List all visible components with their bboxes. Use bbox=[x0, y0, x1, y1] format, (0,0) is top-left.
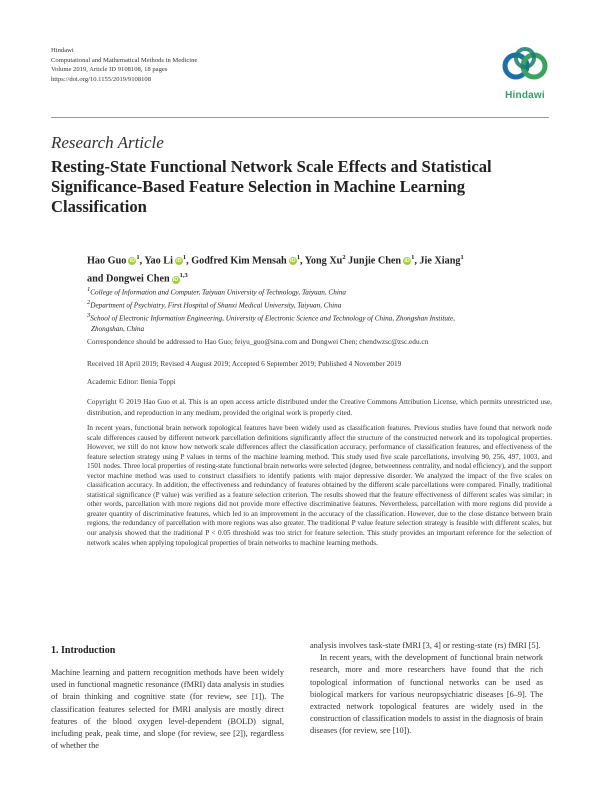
author-affil-ref: 1 bbox=[182, 254, 187, 261]
article-type: Research Article bbox=[51, 133, 164, 152]
orcid-icon[interactable]: iD bbox=[404, 258, 410, 265]
author-name[interactable]: Hao Guo bbox=[87, 255, 127, 267]
affiliation-item bbox=[87, 324, 552, 335]
affiliation-item bbox=[87, 311, 552, 324]
journal-name: Computational and Mathematical Methods in Medicine bbox=[51, 56, 198, 64]
affiliation-text: Department of Psychiatry, First Hospital of Shanxi Medical University, Taiyuan, China bbox=[90, 301, 342, 310]
author-name[interactable]: Yong Xu bbox=[304, 255, 343, 267]
hindawi-logo-icon bbox=[494, 46, 556, 90]
publication-dates: Received 18 April 2019; Revised 4 August 2019; Accepted 6 September 2019; Published 4 November 2019 bbox=[87, 359, 402, 368]
copyright-notice: Copyright © 2019 Hao Guo et al. This is an open access article distributed under the Creative Commons Attribution License, which permits unrestricted use, distribution, and reproduction in any medium, provided the original work is properly cited. bbox=[87, 397, 552, 417]
author-name[interactable]: Junjie Chen bbox=[348, 255, 402, 267]
author-affil-ref: 1 bbox=[460, 254, 464, 261]
affiliations bbox=[87, 285, 552, 334]
affiliation-text: School of Electronic Information Engineering, University of Electronic Science and Technology of China, Zhongshan Institute, bbox=[90, 314, 455, 323]
intro-paragraph: In recent years, with the development of functional brain network research, more and more researchers have found that the rich topological information of functional networks can be used as biological markers for various neuropsychiatric diseases [6–9]. The extracted network topological features are widely used in the construction of classification models to assist in the diagnosis of brain diseases (for review, see [10]). bbox=[310, 653, 543, 736]
affiliation-item bbox=[87, 285, 552, 298]
abstract-text: In recent years, functional brain network topological features have been widely used as classification features. Previous studies have found that network node scale differences caused by different network parcellation definitions significantly affect the structure of the constructed network and its topological properties. However, we still do not know how network scale differences affect the classification accuracy, performance of classification features, and effectiveness of the feature selection strategy using P values in terms of the machine learning method. This study used five scale parcellations, involving 90, 256, 497, 1003, and 1501 nodes. Three local properties of resting-state functional brain networks were selected (degree, betweenness centrality, and nodal efficiency), and the support vector machine method was used to construct classifiers to identify patients with major depressive disorder. We analyzed the impact of the five scales on classification accuracy. In addition, the effectiveness and redundancy of features obtained by the different scale parcellations were compared. Finally, traditional statistical significance (P value) was verified as a feature selection criterion. The results showed that the feature effectiveness of different scales was similar; in other words, parcellation with more regions did not provide more effective discriminative features. Nevertheless, parcellation with more regions did provide a greater quantity of discriminative features, which led to an improvement in the accuracy of the classification. However, due to the close distance between brain regions, the redundancy of parcellation with more regions was also greater. The traditional P value feature selection strategy is feasible with different scales, but our analysis showed that the traditional P < 0.05 threshold was too strict for feature selection. This study provides an important reference for the selection of network scales when applying topological properties of brain networks to machine learning methods. bbox=[87, 424, 552, 547]
affiliation-number: 3 bbox=[87, 311, 91, 319]
affiliation-text: College of Information and Computer, Taiyuan University of Technology, Taiyuan, China bbox=[90, 288, 347, 297]
affiliation-text: Zhongshan, China bbox=[91, 324, 145, 333]
volume-info: Volume 2019, Article ID 9108108, 18 pages bbox=[51, 66, 168, 74]
author-separator: , bbox=[186, 255, 192, 267]
author-name[interactable]: Jie Xiang bbox=[419, 255, 461, 267]
orcid-icon[interactable]: iD bbox=[129, 258, 136, 265]
author-affil-ref: 1,3 bbox=[179, 272, 188, 280]
publisher-name: Hindawi bbox=[51, 47, 74, 54]
orcid-icon[interactable]: iD bbox=[172, 276, 179, 283]
intro-paragraph: analysis involves task-state fMRI [3, 4] or resting-state (rs) fMRI [5]. bbox=[310, 641, 541, 650]
author-affil-ref: 1 bbox=[296, 254, 300, 261]
logo-wordmark: Hindawi bbox=[505, 90, 545, 101]
author-separator: , bbox=[414, 255, 420, 267]
author-affil-ref: 1 bbox=[136, 254, 140, 261]
intro-left-column bbox=[51, 645, 284, 752]
affiliation-item bbox=[87, 298, 552, 311]
intro-right-column bbox=[310, 640, 543, 738]
correspondence: Correspondence should be addressed to Hao Guo; feiyu_guo@sina.com and Dongwei Chen; chendwzsc@zsc.edu.cn bbox=[87, 337, 429, 346]
article-title: Resting-State Functional Network Scale Effects and Statistical Significance-Based Feature Selection in Machine Learning Classification bbox=[51, 157, 492, 216]
author-name[interactable]: and Dongwei Chen bbox=[87, 273, 170, 285]
author-affil-ref: 1 bbox=[411, 254, 415, 261]
author-affil-ref: 2 bbox=[342, 254, 346, 261]
intro-paragraph: Machine learning and pattern recognition methods have been widely used in functional magnetic resonance (fMRI) data analysis in studies of brain thinking and cognitive state (for review, see [1]). The classification features selected for fMRI analysis are mostly direct features of the blood oxygen level-dependent (BOLD) signal, including peak, peak time, and slope (for review, see [2]), regardless of whether the bbox=[51, 668, 284, 751]
author-separator: , bbox=[299, 255, 305, 267]
section-heading: 1. Introduction bbox=[51, 645, 116, 656]
header-divider bbox=[51, 117, 549, 118]
journal-meta bbox=[51, 46, 197, 84]
academic-editor: Academic Editor: Ilenia Toppi bbox=[87, 377, 176, 386]
author-list bbox=[87, 250, 552, 287]
orcid-icon[interactable]: iD bbox=[289, 258, 296, 265]
affiliation-number: 2 bbox=[87, 298, 91, 306]
author-name[interactable]: Godfred Kim Mensah bbox=[191, 255, 287, 267]
author-separator: , bbox=[139, 255, 145, 267]
hindawi-logo bbox=[494, 46, 556, 104]
doi-link[interactable]: https://doi.org/10.1155/2019/9108108 bbox=[51, 75, 152, 83]
author-name[interactable]: Yao Li bbox=[144, 255, 173, 267]
affiliation-number: 1 bbox=[87, 286, 91, 293]
orcid-icon[interactable]: iD bbox=[176, 258, 182, 265]
